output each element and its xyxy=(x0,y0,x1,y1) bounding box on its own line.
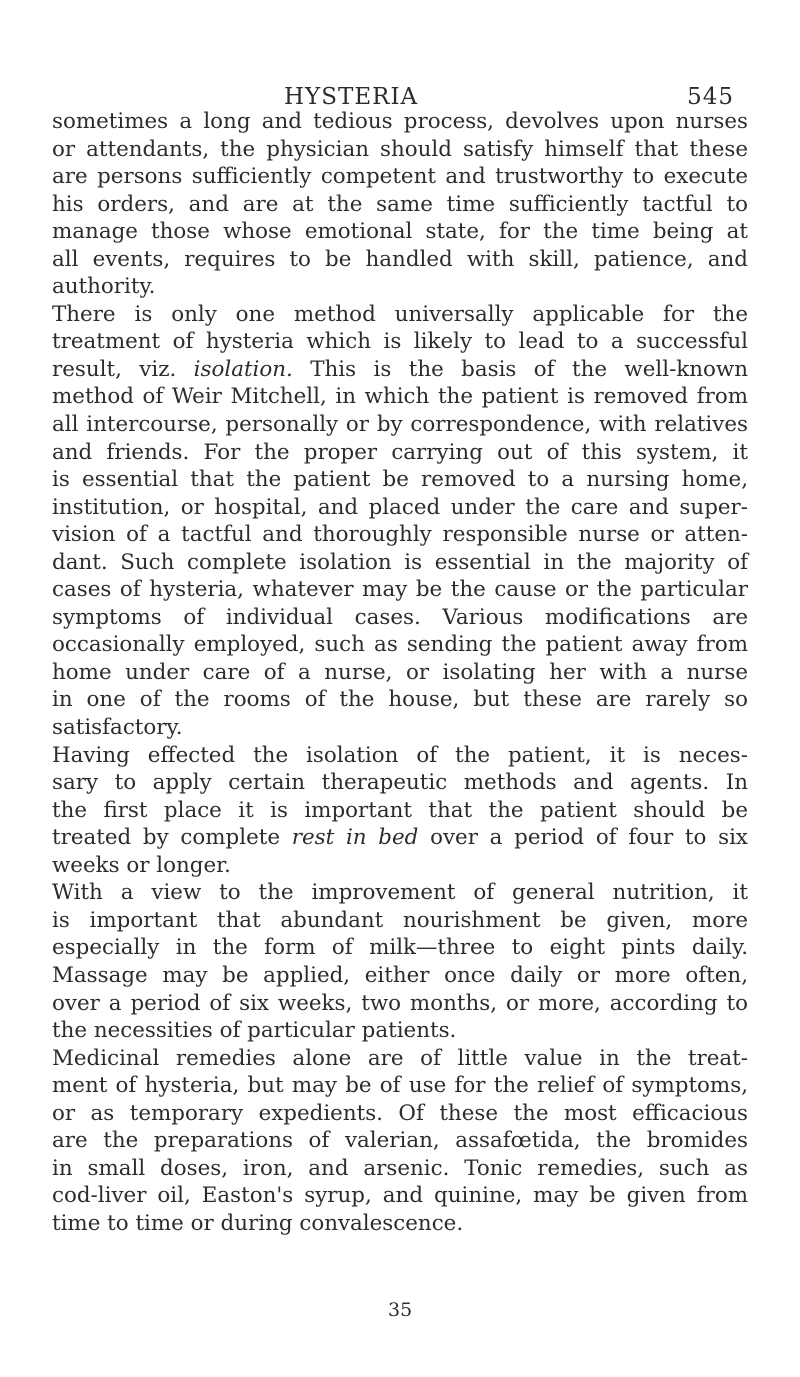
text-line xyxy=(52,273,748,301)
text-line xyxy=(52,631,748,659)
text-line xyxy=(52,907,748,935)
text-run: and friends. For the proper carrying out of this system, it xyxy=(52,439,748,465)
text-run: in one of the rooms of the house, but these are rarely so xyxy=(52,687,748,713)
text-run: cases of hysteria, whatever may be the cause or the particular xyxy=(52,577,748,603)
text-run: treatment of hysteria which is likely to lead to a successful xyxy=(52,329,748,355)
text-line xyxy=(52,604,748,632)
text-run: Having effected the isolation of the patient, it is neces- xyxy=(52,742,748,768)
emphasis-text: rest in bed xyxy=(291,825,419,851)
text-run: symptoms of individual cases. Various modifications are xyxy=(52,604,748,630)
page-number: 545 xyxy=(687,84,734,110)
text-line xyxy=(52,742,748,770)
text-line xyxy=(52,136,748,164)
text-run: home under care of a nurse, or isolating her with a nurse xyxy=(52,659,748,685)
text-line xyxy=(52,1017,748,1045)
text-run: is essential that the patient be removed to a nursing home, xyxy=(52,467,748,493)
text-line xyxy=(52,824,748,852)
text-line xyxy=(52,191,748,219)
text-line xyxy=(52,1045,748,1073)
text-run: or attendants, the physician should satisfy himself that these xyxy=(52,136,748,162)
text-line xyxy=(52,852,748,880)
text-line xyxy=(52,686,748,714)
text-run: sary to apply certain therapeutic methods and agents. In xyxy=(52,770,748,796)
text-line xyxy=(52,301,748,329)
text-line xyxy=(52,1127,748,1155)
text-run: result, viz. xyxy=(52,356,194,382)
text-run: This is the basis of the well-known xyxy=(292,356,748,382)
text-line xyxy=(52,797,748,825)
emphasis-text: isolation. xyxy=(193,356,293,382)
text-run: Medicinal remedies alone are of little value in the treat- xyxy=(52,1045,748,1071)
text-run: in small doses, iron, and arsenic. Tonic remedies, such as xyxy=(52,1155,748,1181)
text-run: his orders, and are at the same time sufficiently tactful to xyxy=(52,191,748,217)
text-run: ment of hysteria, but may be of use for the relief of symptoms, xyxy=(52,1073,748,1099)
text-line xyxy=(52,879,748,907)
running-head-title: HYSTERIA xyxy=(284,84,419,110)
text-line xyxy=(52,549,748,577)
text-line xyxy=(52,383,748,411)
text-line xyxy=(52,328,748,356)
text-run: or as temporary expedients. Of these the most efficacious xyxy=(52,1100,748,1126)
text-run: With a view to the improvement of general nutrition, it xyxy=(52,880,748,906)
text-run: the necessities of particular patients. xyxy=(52,1018,457,1044)
text-run: over a period of six weeks, two months, or more, according to xyxy=(52,990,748,1016)
text-run: cod-liver oil, Easton's syrup, and quinine, may be given from xyxy=(52,1183,748,1209)
text-run: are persons sufficiently competent and trustworthy to execute xyxy=(52,164,748,190)
text-run: time to time or during convalescence. xyxy=(52,1210,464,1236)
text-line xyxy=(52,990,748,1018)
text-line xyxy=(52,466,748,494)
text-run: satisfactory. xyxy=(52,715,183,741)
running-head xyxy=(52,68,748,108)
text-run: There is only one method universally applicable for the xyxy=(52,301,748,327)
text-run: are the preparations of valerian, assafœtida, the bromides xyxy=(52,1128,748,1154)
text-run: method of Weir Mitchell, in which the patient is removed from xyxy=(52,384,748,410)
text-line xyxy=(52,218,748,246)
text-run: especially in the form of milk—three to eight pints daily. xyxy=(52,935,748,961)
text-line xyxy=(52,962,748,990)
text-run: is important that abundant nourishment be given, more xyxy=(52,907,748,933)
text-run: treated by complete xyxy=(52,825,292,851)
text-line xyxy=(52,1182,748,1210)
text-run: Massage may be applied, either once daily or more often, xyxy=(52,962,748,988)
text-line xyxy=(52,1100,748,1128)
text-line xyxy=(52,521,748,549)
text-run: sometimes a long and tedious process, devolves upon nurses xyxy=(52,109,748,134)
text-run: manage those whose emotional state, for the time being at xyxy=(52,219,748,245)
book-page xyxy=(52,68,748,1237)
text-line xyxy=(52,576,748,604)
text-line xyxy=(52,356,748,384)
text-run: institution, or hospital, and placed under the care and super- xyxy=(52,494,748,520)
text-line xyxy=(52,1155,748,1183)
text-line xyxy=(52,659,748,687)
text-run: vision of a tactful and thoroughly responsible nurse or atten- xyxy=(52,522,748,548)
text-run: the first place it is important that the patient should be xyxy=(52,797,748,823)
text-line xyxy=(52,1210,748,1238)
text-line xyxy=(52,769,748,797)
printer-signature-mark: 35 xyxy=(388,1299,413,1321)
text-line xyxy=(52,1072,748,1100)
body-text xyxy=(52,108,748,1237)
text-line xyxy=(52,714,748,742)
text-run: dant. Such complete isolation is essential in the majority of xyxy=(52,549,748,575)
text-line xyxy=(52,934,748,962)
text-run: weeks or longer. xyxy=(52,852,231,878)
text-run: over a period of four to six xyxy=(418,825,748,851)
text-run: all events, requires to be handled with skill, patience, and xyxy=(52,246,748,272)
text-line xyxy=(52,163,748,191)
text-run: authority. xyxy=(52,274,156,300)
text-line xyxy=(52,108,748,136)
text-line xyxy=(52,494,748,522)
text-line xyxy=(52,246,748,274)
text-line xyxy=(52,411,748,439)
text-run: all intercourse, personally or by correspondence, with relatives xyxy=(52,412,748,438)
text-run: occasionally employed, such as sending the patient away from xyxy=(52,632,748,658)
text-line xyxy=(52,439,748,467)
